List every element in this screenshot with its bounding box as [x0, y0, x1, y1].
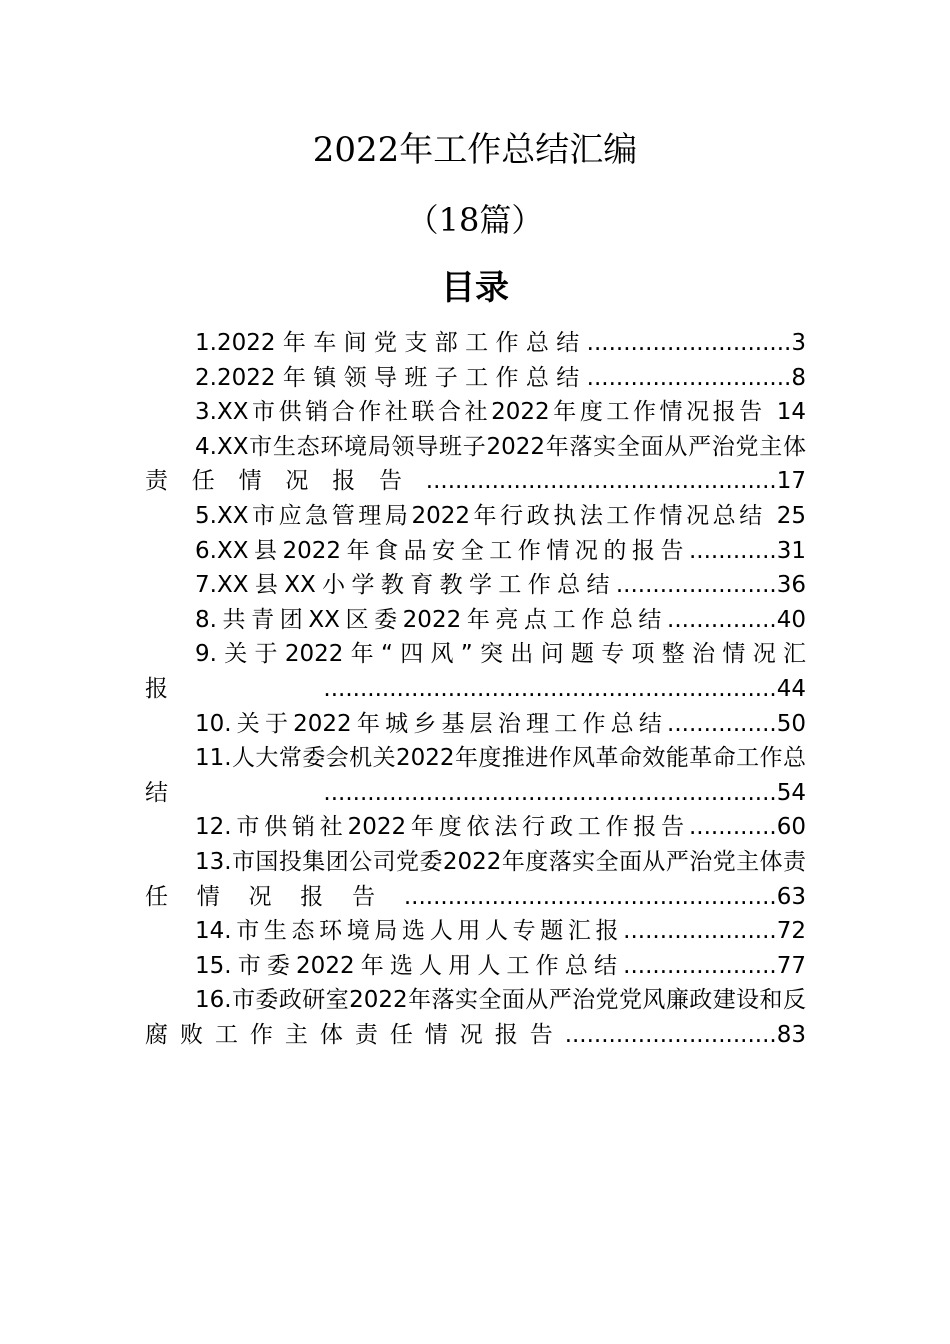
- document-subtitle: （18篇）: [406, 201, 544, 239]
- toc-entry-1[interactable]: [145, 326, 806, 361]
- toc-entry-text: 2.2022年镇领导班子工作总结: [195, 364, 587, 391]
- toc-entry-15[interactable]: [145, 949, 806, 984]
- toc-page-number: 17: [776, 468, 806, 495]
- toc-leader: .....................: [623, 918, 777, 945]
- toc-entry-text: 9.关于2022年“四风”突出问题专项整治情况汇报: [145, 641, 806, 702]
- toc-leader: ..............................................................: [323, 675, 777, 702]
- toc-leader: ............................: [586, 330, 792, 356]
- toc-entry-13[interactable]: [145, 845, 806, 914]
- toc-entry-6[interactable]: [145, 534, 806, 569]
- toc-entry-text: 15.市委2022年选人用人工作总结: [195, 952, 624, 979]
- toc-entry-8[interactable]: [145, 603, 806, 638]
- toc-page-number: 3: [791, 330, 806, 356]
- toc-entry-11[interactable]: [145, 741, 806, 810]
- toc-entry-text: 10.关于2022年城乡基层治理工作总结: [195, 710, 668, 737]
- table-of-contents: [145, 326, 806, 1052]
- toc-entry-4[interactable]: [145, 430, 806, 499]
- toc-leader: ............: [688, 814, 777, 841]
- toc-leader: ......................: [615, 572, 777, 599]
- toc-entry-text: 3.XX市供销合作社联合社2022年度工作情况报告: [195, 399, 766, 426]
- toc-leader: ...............: [667, 606, 777, 633]
- toc-page-number: 72: [776, 918, 806, 945]
- toc-entry-text: 1.2022年车间党支部工作总结: [195, 330, 587, 356]
- toc-entry-14[interactable]: [145, 914, 806, 949]
- toc-entry-10[interactable]: [145, 707, 806, 742]
- toc-leader: ..............................................................: [323, 779, 777, 806]
- toc-leader: .....................: [623, 952, 777, 979]
- toc-page-number: 40: [776, 606, 806, 633]
- toc-entry-5[interactable]: [145, 499, 806, 534]
- toc-entry-2[interactable]: [145, 361, 806, 396]
- toc-entry-7[interactable]: [145, 568, 806, 603]
- toc-page-number: 25: [776, 502, 806, 529]
- document-title: 2022年工作总结汇编: [312, 130, 638, 170]
- toc-page-number: 14: [776, 399, 806, 426]
- toc-entry-text: 7.XX县XX小学教育教学工作总结: [195, 572, 616, 599]
- toc-leader: ...............: [667, 710, 777, 737]
- toc-entry-text: 14.市生态环境局选人用人专题汇报: [195, 918, 624, 945]
- toc-page-number: 36: [776, 572, 806, 599]
- toc-entry-text: 11.人大常委会机关2022年度推进作风革命效能革命工作总结: [145, 745, 806, 806]
- toc-entry-12[interactable]: [145, 810, 806, 845]
- toc-entry-3[interactable]: [145, 395, 806, 430]
- toc-entry-text: 5.XX市应急管理局2022年行政执法工作情况总结: [195, 502, 766, 529]
- toc-entry-text: 8.共青团XX区委2022年亮点工作总结: [195, 606, 668, 633]
- toc-entry-text: 6.XX县2022年食品安全工作情况的报告: [195, 537, 689, 564]
- toc-entry-text: 13.市国投集团公司党委2022年度落实全面从严治党主体责任情况报告: [145, 848, 806, 910]
- toc-leader: .............................: [564, 1021, 777, 1048]
- toc-page-number: 54: [776, 779, 806, 806]
- toc-entry-9[interactable]: [145, 637, 806, 706]
- toc-entry-text: 16.市委政研室2022年落实全面从严治党党风廉政建设和反腐败工作主体责任情况报告: [145, 987, 806, 1048]
- toc-leader: ...................................................: [403, 883, 777, 910]
- toc-page-number: 83: [776, 1021, 806, 1048]
- toc-heading: 目录: [441, 268, 509, 308]
- toc-page-number: 77: [776, 952, 806, 979]
- toc-leader: ................................................: [425, 468, 777, 495]
- toc-leader: ............................: [586, 364, 792, 391]
- toc-leader: ............: [688, 537, 777, 564]
- toc-page-number: 44: [776, 675, 806, 702]
- toc-page-number: 63: [776, 883, 806, 910]
- toc-page-number: 60: [776, 814, 806, 841]
- toc-page-number: 50: [776, 710, 806, 737]
- toc-page-number: 8: [791, 364, 806, 391]
- toc-entry-16[interactable]: [145, 983, 806, 1052]
- toc-entry-text: 4.XX市生态环境局领导班子2022年落实全面从严治党主体责任情况报告: [145, 433, 806, 495]
- toc-page-number: 31: [776, 537, 806, 564]
- toc-entry-text: 12.市供销社2022年度依法行政工作报告: [195, 814, 689, 841]
